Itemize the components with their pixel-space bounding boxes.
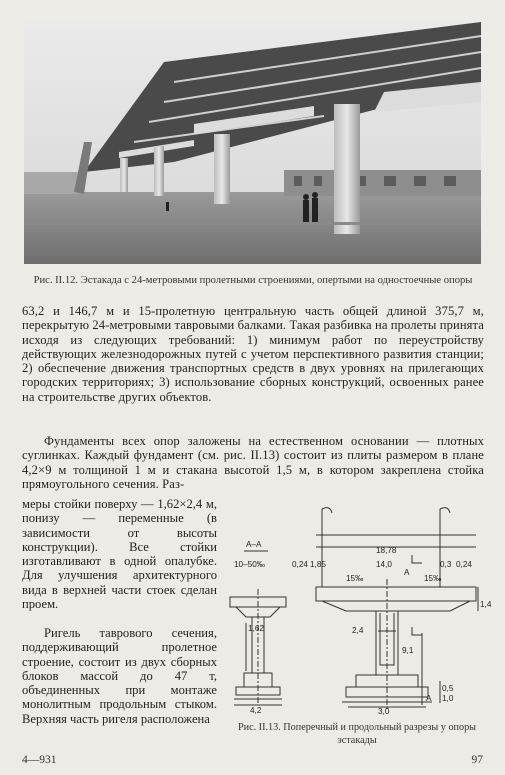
label-dim-162: 1,62 — [248, 624, 264, 633]
label-cut-a-bottom: А — [426, 694, 432, 703]
paragraph-foundations: Фундаменты всех опор заложены на естественном основании — плотных суглинках. Каждый фундамент (см. рис. II.13) состоит из плиты размером в плане 4,2×9 м толщиной 1 м и стакана высотой 1,5 м, в котором закреплена стойка прямоугольного сечения. Раз- — [22, 434, 484, 491]
label-dim-right-2: 0,24 — [456, 560, 472, 569]
label-dim-91: 9,1 — [402, 646, 414, 655]
label-dim-30: 3,0 — [378, 707, 390, 716]
label-slope-left: 10–50‰ — [234, 560, 265, 569]
page-number: 97 — [471, 754, 483, 766]
support-section-drawing — [226, 505, 492, 717]
label-slope-1: 15‰ — [346, 574, 364, 583]
support-section-svg — [226, 505, 492, 717]
label-slope-2: 15‰ — [424, 574, 442, 583]
label-dim-10: 1,0 — [442, 694, 454, 703]
overpass-photo-image — [24, 22, 481, 264]
figure-caption-ii-13: Рис. II.13. Поперечный и продольный разрезы у опоры эстакады — [237, 722, 477, 746]
label-dim-05: 0,5 — [442, 684, 454, 693]
overpass-photo — [24, 22, 481, 264]
label-dim-right-1: 0,3 — [440, 560, 452, 569]
label-dim-left-1: 0,24 — [292, 560, 308, 569]
paragraph-column-dimensions: меры стойки поверху — 1,62×2,4 м, понизу — переменные (в зависимости от высоты конструкции). Все стойки изготавливают в одной опалубке. Для улучшения архитектурного вида в верхней части стоек сделан проем. — [22, 497, 217, 612]
label-dim-42: 4,2 — [250, 706, 262, 715]
paragraph-crossbeam: Ригель таврового сечения, поддерживающий пролетное строение, состоит из двух сборных блоков массой до 47 т, объединенных при монтаже монолитным продольным стыком. Верхняя часть ригеля расположена — [22, 626, 217, 726]
label-dim-24: 2,4 — [352, 626, 364, 635]
label-dim-center: 14,0 — [376, 560, 392, 569]
label-dim-14: 1,4 — [480, 600, 492, 609]
label-dim-left-2: 1,85 — [310, 560, 326, 569]
paragraph-spans: 63,2 и 146,7 м и 15-пролетную центральную часть общей длиной 375,7 м, перекрытую 24-метровыми тавровыми балками. Такая разбивка на пролеты принята исходя из следующих требований: 1) минимум работ по переустройству действующих железнодорожных путей с учетом перспективного развития станции; 2) обеспечение движения транспортных средств в двух уровнях на прилегающих городских территориях; 3) использование сборных конструкций, освоенных ранее на строительстве других объектов. — [22, 304, 484, 404]
label-cut-a-top: А — [404, 568, 410, 577]
printer-signature: 4—931 — [22, 754, 57, 766]
figure-caption-ii-12: Рис. II.12. Эстакада с 24-метровыми пролетными строениями, опертыми на одностоечные опоры — [33, 275, 473, 286]
label-dim-total: 18,78 — [376, 546, 397, 555]
label-section-a: А–А — [246, 540, 262, 549]
